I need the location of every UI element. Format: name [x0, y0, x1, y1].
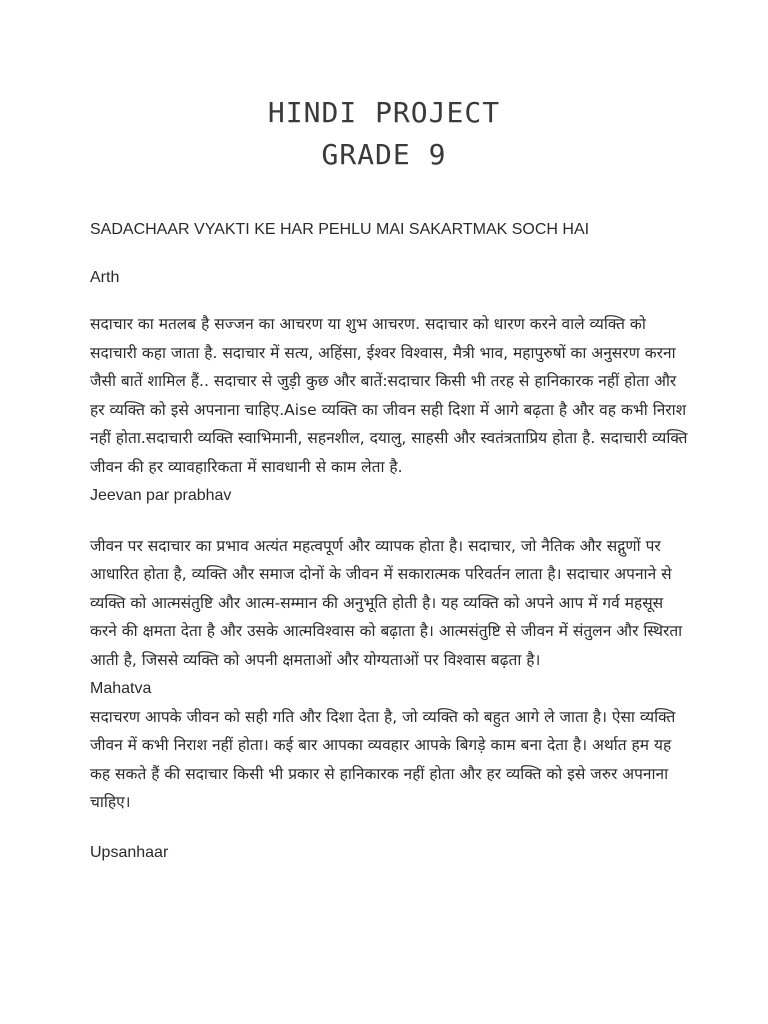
jeevan-paragraph: जीवन पर सदाचार का प्रभाव अत्यंत महत्वपूर्ण और व्यापक होता है। सदाचार, जो नैतिक और सद्गुणों पर आधारित होता है, व्यक्ति और समाज दोनों के जीवन में सकारात्मक परिवर्तन लाता है। सदाचार अपनाने से व्यक्ति को आत्मसंतुष्टि और आत्म-सम्मान की अनुभूति होती है। यह व्यक्ति को अपने आप में गर्व महसूस करने की क्षमता देता है और उसके आत्मविश्वास को बढ़ाता है। आत्मसंतुष्टि से जीवन में संतुलन और स्थिरता आती है, जिससे व्यक्ति को अपनी क्षमताओं और योग्यताओं पर विश्वास बढ़ता है।: [90, 536, 683, 669]
jeevan-heading: Jeevan par prabhav: [90, 486, 232, 504]
arth-heading: Arth: [90, 269, 120, 286]
mahatva-paragraph: सदाचरण आपके जीवन को सही गति और दिशा देता है, जो व्यक्ति को बहुत आगे ले जाता है। ऐसा व्यक्ति जीवन में कभी निराश नहीं होता। कई बार आपका व्यवहार आपके बिगड़े काम बना देता है। अर्थात हम यह कह सकते हैं की सदाचार किसी भी प्रकार से हानिकारक नहीं होता और हर व्यक्ति को इसे जरुर अपनाना चाहिए।: [90, 707, 676, 812]
title-line-2: GRADE 9: [321, 138, 447, 171]
mahatva-heading: Mahatva: [90, 679, 152, 697]
arth-paragraph: सदाचार का मतलब है सज्जन का आचरण या शुभ आचरण. सदाचार को धारण करने वाले व्यक्ति को सदाचारी कहा जाता है. सदाचार में सत्य, अहिंसा, ईश्वर विश्वास, मैत्री भाव, महापुरुषों का अनुसरण करना जैसी बातें शामिल हैं.. सदाचार से जुड़ी कुछ और बातें:सदाचार किसी भी तरह से हानिकारक नहीं होता और हर व्यक्ति को इसे अपनाना चाहिए.Aise व्यक्ति का जीवन सही दिशा में आगे बढ़ता है और वह कभी निराश नहीं होता.सदाचारी व्यक्ति स्वाभिमानी, सहनशील, दयालु, साहसी और स्वतंत्रताप्रिय होता है. सदाचारी व्यक्ति जीवन की हर व्यावहारिकता में सावधानी से काम लेता है.: [90, 315, 688, 476]
document-body: [90, 216, 690, 867]
topic-heading: SADACHAAR VYAKTI KE HAR PEHLU MAI SAKARTMAK SOCH HAI: [90, 221, 590, 238]
document-title: [0, 92, 768, 176]
upsanhaar-heading: Upsanhaar: [90, 843, 169, 861]
title-line-1: HINDI PROJECT: [267, 96, 501, 129]
